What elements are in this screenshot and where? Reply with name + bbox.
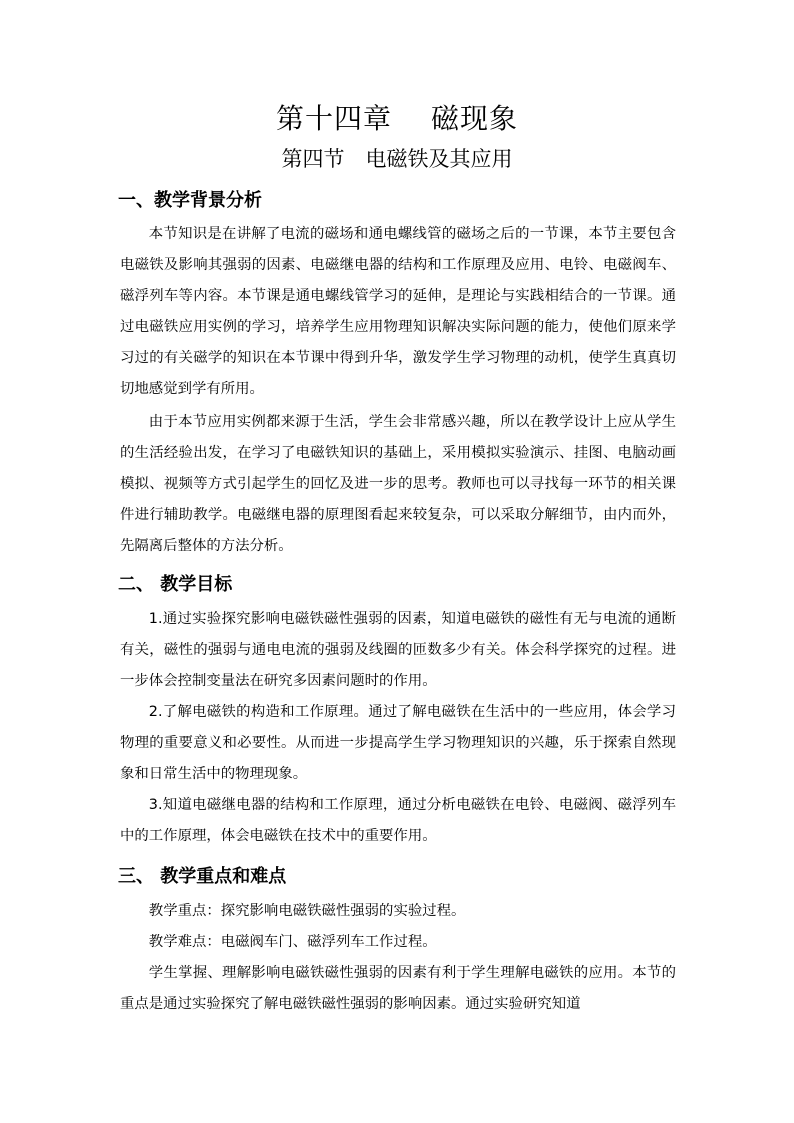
- paragraph-difficulty: 教学难点：电磁阀车门、磁浮列车工作过程。: [148, 934, 437, 950]
- paragraph-explanation: 学生掌握、理解影响电磁铁磁性强弱的因素有利于学生理解电磁铁的应用。本节的重点是通过实验探究了解电磁铁磁性强弱的影响因素。通过实验研究知道: [120, 965, 676, 1012]
- chapter-title: 第十四章 磁现象: [276, 102, 518, 135]
- section-heading-key-points: 三、 教学重点和难点: [118, 866, 287, 887]
- paragraph-background-2: 由于本节应用实例都来源于生活，学生会非常感兴趣，所以在教学设计上应从学生的生活经验出发，在学习了电磁铁知识的基础上，采用模拟实验演示、挂图、电脑动画模拟、视频等方式引起学生的回忆及进一步的思考。教师也可以寻找每一环节的相关课件进行辅助教学。电磁继电器的原理图看起来较复杂，可以采取分解细节，由内而外，先隔离后整体的方法分析。: [120, 414, 676, 554]
- section-heading-background: 一、教学背景分析: [118, 190, 262, 211]
- paragraph-objective-2: 2.了解电磁铁的构造和工作原理。通过了解电磁铁在生活中的一些应用，体会学习物理的重要意义和必要性。从而进一步提高学生学习物理知识的兴趣，乐于探索自然现象和日常生活中的物理现象。: [120, 704, 676, 782]
- paragraph-background-1: 本节知识是在讲解了电流的磁场和通电螺线管的磁场之后的一节课，本节主要包含电磁铁及影响其强弱的因素、电磁继电器的结构和工作原理及应用、电铃、电磁阀车、磁浮列车等内容。本节课是通电螺线管学习的延伸，是理论与实践相结合的一节课。通过电磁铁应用实例的学习，培养学生应用物理知识解决实际问题的能力，使他们原来学习过的有关磁学的知识在本节课中得到升华，激发学生学习物理的动机，使学生真真切切地感觉到学有所用。: [120, 226, 676, 397]
- paragraph-objective-1: 1.通过实验探究影响电磁铁磁性强弱的因素，知道电磁铁的磁性有无与电流的通断有关，磁性的强弱与通电电流的强弱及线圈的匝数多少有关。体会科学探究的过程。进一步体会控制变量法在研究多因素问题时的作用。: [120, 611, 676, 689]
- section-title: 第四节 电磁铁及其应用: [281, 147, 513, 171]
- paragraph-key-point: 教学重点：探究影响电磁铁磁性强弱的实验过程。: [148, 903, 466, 919]
- paragraph-objective-3: 3.知道电磁继电器的结构和工作原理，通过分析电磁铁在电铃、电磁阀、磁浮列车中的工作原理，体会电磁铁在技术中的重要作用。: [120, 797, 676, 844]
- section-heading-objectives: 二、 教学目标: [118, 574, 233, 595]
